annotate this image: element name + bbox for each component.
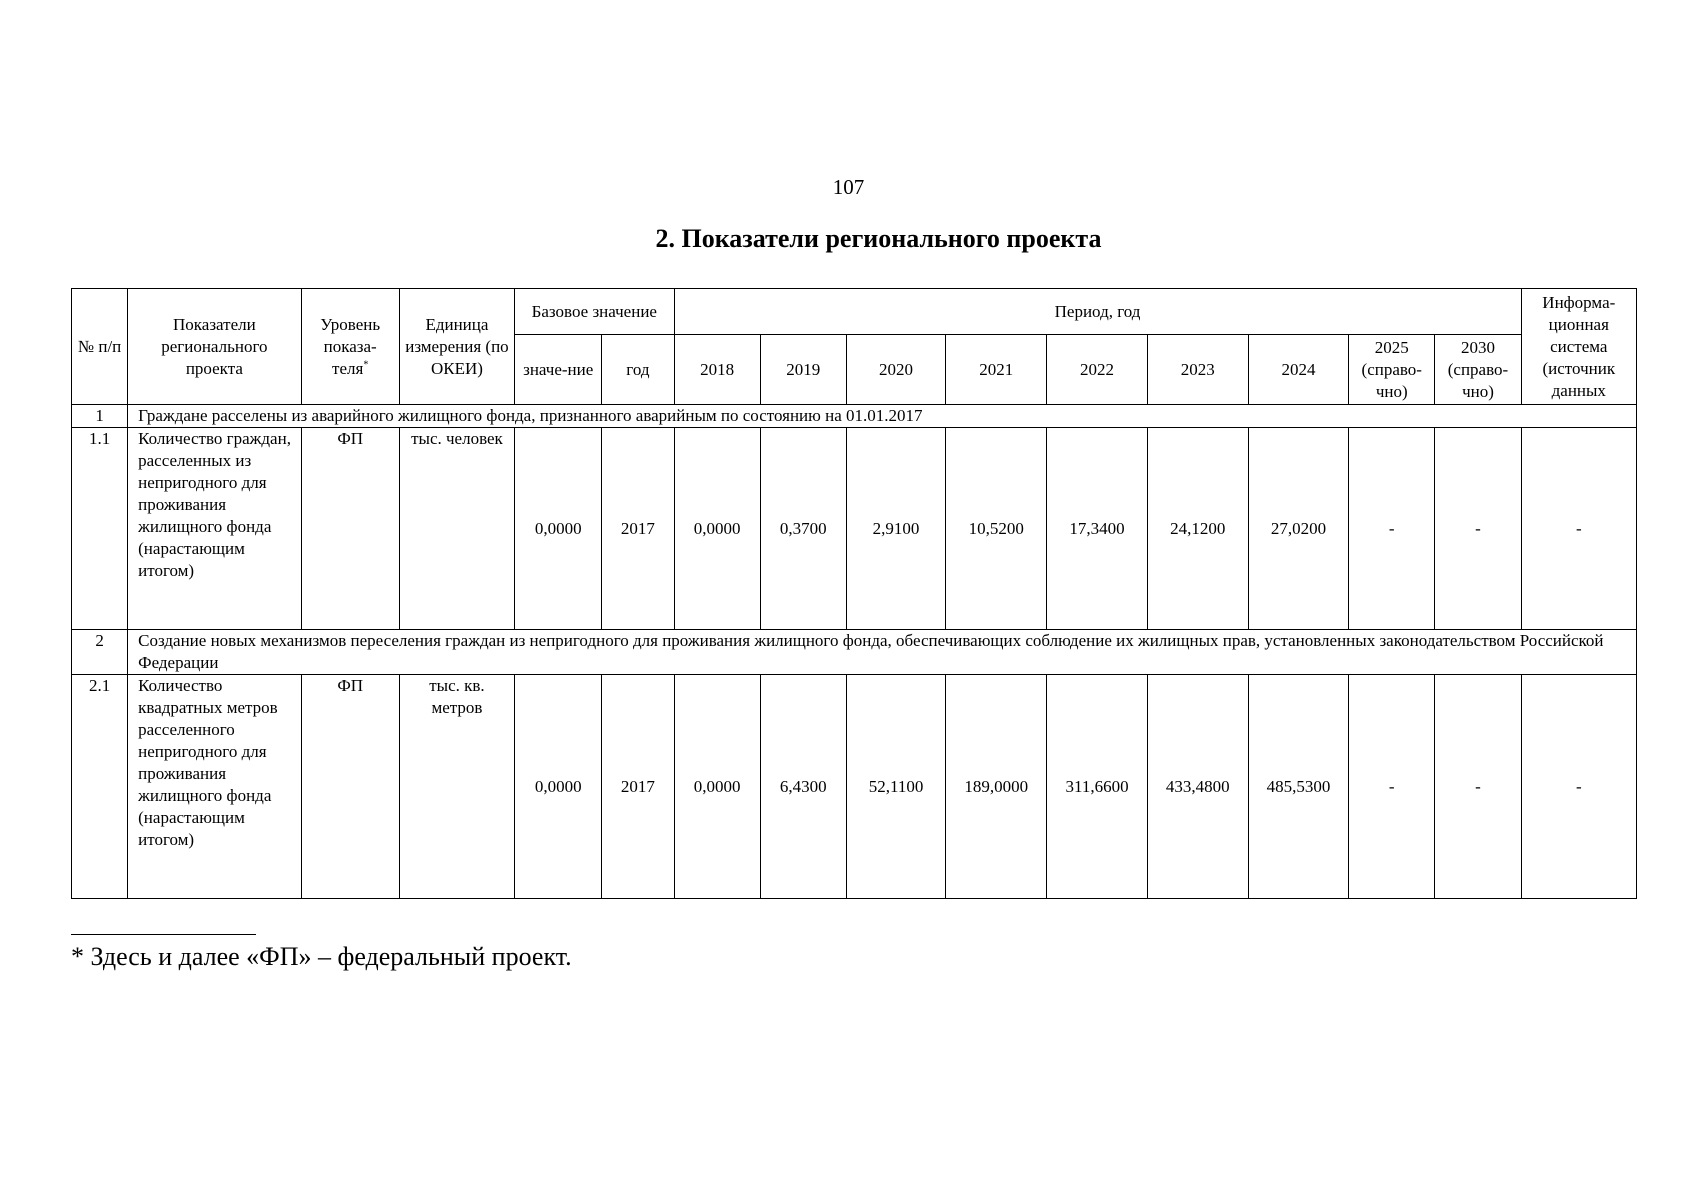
year-value: 10,5200 <box>946 428 1047 630</box>
year-value: - <box>1349 428 1435 630</box>
indicator-row <box>72 428 1637 630</box>
footnote: * Здесь и далее «ФП» – федеральный проект. <box>71 942 572 971</box>
indicator-name: Количество квадратных метров расселенного непригодного для проживания жилищного фонда (нарастающим итогом) <box>128 675 301 899</box>
header-year: 2024 <box>1248 335 1348 405</box>
header-row-1 <box>72 289 1637 335</box>
header-year: 2030 (справо-чно) <box>1435 335 1521 405</box>
row-num: 1.1 <box>72 428 128 630</box>
header-year: 2022 <box>1047 335 1147 405</box>
year-value: 485,5300 <box>1248 675 1348 899</box>
header-level-footnote-mark: * <box>363 358 369 370</box>
year-value: 433,4800 <box>1147 675 1248 899</box>
footnote-rule <box>71 934 256 935</box>
indicator-unit: тыс. кв. метров <box>399 675 514 899</box>
section-num: 1 <box>72 405 128 428</box>
header-year: 2019 <box>760 335 846 405</box>
header-level-text: Уровень показа-теля <box>320 314 381 378</box>
section-row <box>72 630 1637 675</box>
year-value: - <box>1435 428 1521 630</box>
year-value: - <box>1435 675 1521 899</box>
year-value: 189,0000 <box>946 675 1047 899</box>
year-value: 0,0000 <box>674 428 760 630</box>
header-base: Базовое значение <box>515 289 674 335</box>
header-year: 2021 <box>946 335 1047 405</box>
section-num: 2 <box>72 630 128 675</box>
year-value: - <box>1349 675 1435 899</box>
row-num: 2.1 <box>72 675 128 899</box>
header-year: 2025 (справо-чно) <box>1349 335 1435 405</box>
header-level <box>301 289 399 405</box>
year-value: 6,4300 <box>760 675 846 899</box>
year-value: 52,1100 <box>846 675 945 899</box>
section-row <box>72 405 1637 428</box>
header-info-system: Информа-ционная система (источник данных <box>1521 289 1636 405</box>
year-value: 27,0200 <box>1248 428 1348 630</box>
year-value: 2,9100 <box>846 428 945 630</box>
header-base-value: значе-ние <box>515 335 602 405</box>
indicators-table <box>71 288 1637 899</box>
info-system-value: - <box>1521 675 1636 899</box>
section-title: Граждане расселены из аварийного жилищного фонда, признанного аварийным по состоянию на 01.01.2017 <box>128 405 1637 428</box>
page-number: 107 <box>832 175 865 199</box>
base-value: 0,0000 <box>515 428 602 630</box>
base-year: 2017 <box>602 675 674 899</box>
indicator-unit: тыс. человек <box>399 428 514 630</box>
header-unit: Единица измерения (по ОКЕИ) <box>399 289 514 405</box>
indicator-row <box>72 675 1637 899</box>
header-num: № п/п <box>72 289 128 405</box>
year-value: 0,3700 <box>760 428 846 630</box>
section-title: 2. Показатели регионального проекта <box>655 224 1102 253</box>
indicator-level: ФП <box>301 675 399 899</box>
year-value: 24,1200 <box>1147 428 1248 630</box>
year-value: 0,0000 <box>674 675 760 899</box>
header-indicator: Показатели регионального проекта <box>128 289 301 405</box>
indicator-name: Количество граждан, расселенных из непригодного для проживания жилищного фонда (нарастающим итогом) <box>128 428 301 630</box>
indicator-level: ФП <box>301 428 399 630</box>
header-year: 2020 <box>846 335 945 405</box>
year-value: 17,3400 <box>1047 428 1147 630</box>
header-base-year: год <box>602 335 674 405</box>
base-year: 2017 <box>602 428 674 630</box>
header-period: Период, год <box>674 289 1521 335</box>
year-value: 311,6600 <box>1047 675 1147 899</box>
base-value: 0,0000 <box>515 675 602 899</box>
section-title: Создание новых механизмов переселения граждан из непригодного для проживания жилищного фонда, обеспечивающих соблюдение их жилищных прав, установленных законодательством Российской Федерации <box>128 630 1637 675</box>
header-year: 2018 <box>674 335 760 405</box>
info-system-value: - <box>1521 428 1636 630</box>
header-year: 2023 <box>1147 335 1248 405</box>
